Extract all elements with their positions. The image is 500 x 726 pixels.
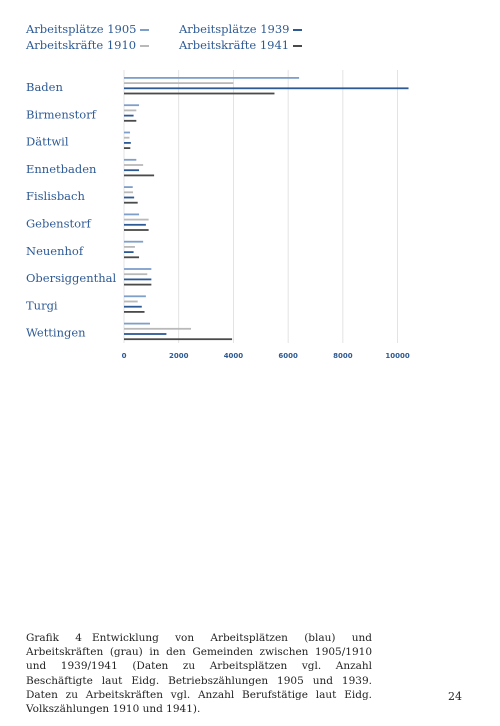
- bar: [124, 306, 142, 308]
- x-tick-label: 2000: [168, 352, 189, 360]
- bar: [124, 311, 145, 313]
- legend-label: Arbeitsplätze 1939: [179, 22, 290, 36]
- legend-label: Arbeitsplätze 1905: [26, 22, 137, 36]
- bar: [124, 142, 131, 144]
- bar: [124, 110, 136, 112]
- bar: [124, 279, 151, 281]
- bar: [124, 186, 133, 188]
- bar: [124, 224, 146, 226]
- bar: [124, 246, 135, 248]
- bar: [124, 328, 191, 330]
- bar: [124, 295, 146, 297]
- category-label: Obersiggenthal: [26, 271, 117, 286]
- category-label: Birmenstorf: [26, 107, 96, 122]
- category-label: Baden: [26, 80, 63, 94]
- category-label: Neuenhof: [26, 243, 84, 258]
- bar: [124, 191, 133, 193]
- page-number: 24: [448, 690, 462, 703]
- bar: [124, 229, 149, 231]
- bar: [124, 214, 139, 216]
- bar: [124, 175, 154, 177]
- category-label: Turgi: [26, 298, 58, 313]
- bar: [124, 256, 139, 258]
- bar: [124, 82, 233, 84]
- caption-text: Entwicklung von Arbeitsplätzen (blau) und Arbeitskräften (grau) in den Gemeinden zwischen 1905/1910 und 1939/1941 (Daten zu Arbeitsplätzen vgl. Anzahl Beschäftigte laut Eidg. Betriebszählungen 1905 und 1939. Daten zu Arbeitskräften vgl. Anzahl Berufstätige laut Eidg. Volkszählungen 1910 und 1941).: [26, 632, 372, 715]
- x-tick-label: 4000: [223, 352, 244, 360]
- bar: [124, 219, 149, 221]
- bar: [124, 273, 147, 275]
- legend-label: Arbeitskräfte 1910: [26, 38, 137, 52]
- bar: [124, 93, 274, 95]
- x-tick-label: 0: [121, 352, 127, 360]
- legend-label: Arbeitskräfte 1941: [179, 38, 290, 52]
- bar: [124, 132, 130, 134]
- bar: [124, 164, 143, 166]
- category-label: Dättwil: [26, 134, 69, 149]
- category-label: Wettingen: [26, 325, 86, 340]
- bar: [124, 169, 139, 171]
- bar: [124, 241, 143, 243]
- category-label: Gebenstorf: [26, 216, 91, 231]
- category-label: Ennetbaden: [26, 161, 97, 176]
- bar: [124, 284, 151, 286]
- caption-label: Grafik 4: [26, 632, 82, 644]
- bar: [124, 159, 136, 161]
- category-label: Fislisbach: [26, 189, 85, 204]
- bar: [124, 147, 130, 149]
- bar: [124, 251, 134, 253]
- bar: [124, 77, 299, 79]
- bar: [124, 87, 409, 89]
- bar: [124, 338, 232, 340]
- bar: [124, 197, 134, 199]
- x-tick-label: 8000: [333, 352, 353, 360]
- bar: [124, 104, 139, 106]
- bar: [124, 323, 150, 325]
- bar: [124, 202, 138, 204]
- x-tick-label: 6000: [278, 352, 298, 360]
- bar: [124, 301, 138, 303]
- bar: [124, 120, 136, 122]
- bar: [124, 137, 129, 139]
- bar: [124, 115, 134, 117]
- figure-caption: [26, 631, 372, 716]
- x-tick-label: 10000: [385, 352, 410, 360]
- bar: [124, 333, 166, 335]
- bar: [124, 268, 151, 270]
